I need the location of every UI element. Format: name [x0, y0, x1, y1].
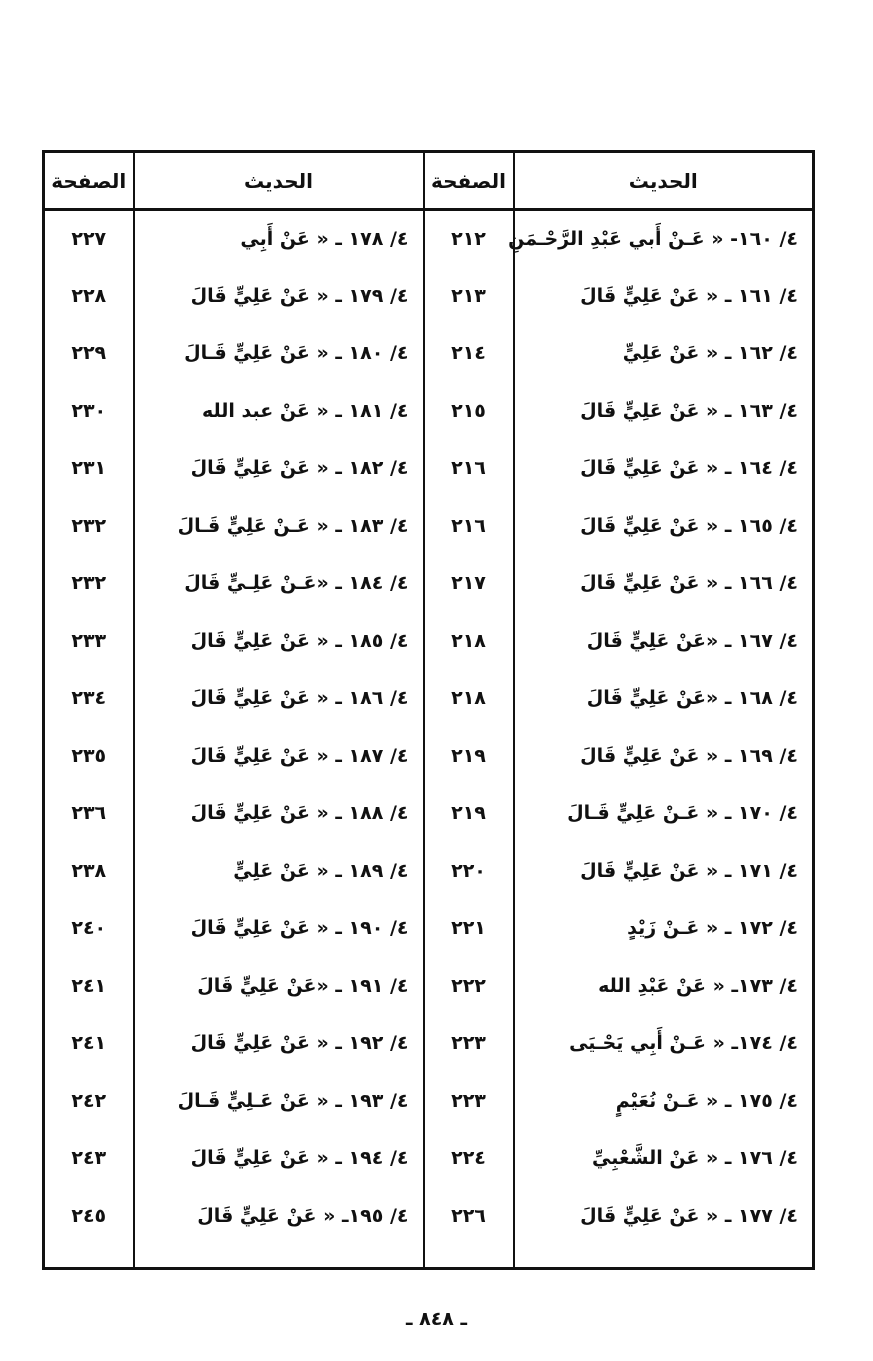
hadith-index-table — [42, 150, 815, 1270]
hadith-cell-right: ٤/ ١٧٣ـ « عَنْ عَبْدِ الله — [514, 957, 814, 1015]
hadith-cell-right: ٤/ ١٦٦ ـ « عَنْ عَلِيٍّ قَالَ — [514, 555, 814, 613]
page-cell-left: ٢٣١ — [44, 440, 134, 498]
table-row — [44, 842, 814, 900]
hadith-cell-right: ٤/ ١٦٠- « عَـنْ أَبي عَبْدِ الرَّحْـمَنِ — [514, 210, 814, 268]
page-cell-left: ٢٤١ — [44, 1015, 134, 1073]
page-cell-left: ٢٣٢ — [44, 497, 134, 555]
page-cell-right: ٢٢٠ — [424, 842, 514, 900]
table-row — [44, 1130, 814, 1188]
page-cell-right: ٢١٦ — [424, 497, 514, 555]
page-cell-left: ٢٤٥ — [44, 1187, 134, 1245]
hadith-cell-left: ٤/ ١٧٨ ـ « عَنْ أَبِي — [134, 210, 424, 268]
header-hadith-left: الحديث — [134, 152, 424, 210]
hadith-cell-left: ٤/ ١٨٩ ـ « عَنْ عَلِيٍّ — [134, 842, 424, 900]
page-cell-right: ٢١٧ — [424, 555, 514, 613]
hadith-cell-right: ٤/ ١٧٧ ـ « عَنْ عَلِيٍّ قَالَ — [514, 1187, 814, 1245]
table-row — [44, 1072, 814, 1130]
page-cell-left: ٢٣٦ — [44, 785, 134, 843]
hadith-cell-left: ٤/ ١٨٠ ـ « عَنْ عَلِيٍّ قَـالَ — [134, 325, 424, 383]
page-cell-left: ٢٣٠ — [44, 382, 134, 440]
hadith-cell-left: ٤/ ١٨٧ ـ « عَنْ عَلِيٍّ قَالَ — [134, 727, 424, 785]
table-row — [44, 440, 814, 498]
hadith-cell-left: ٤/ ١٩٠ ـ « عَنْ عَلِيٍّ قَالَ — [134, 900, 424, 958]
page-cell-left: ٢٣٥ — [44, 727, 134, 785]
page-cell-left: ٢٢٧ — [44, 210, 134, 268]
table-row — [44, 900, 814, 958]
page-cell-right: ٢١٦ — [424, 440, 514, 498]
table-row — [44, 267, 814, 325]
page-cell-left: ٢٤١ — [44, 957, 134, 1015]
page-cell-left: ٢٣٤ — [44, 670, 134, 728]
table-row — [44, 497, 814, 555]
table-row — [44, 785, 814, 843]
page-cell-right: ٢١٨ — [424, 670, 514, 728]
hadith-cell-left: ٤/ ١٩٥ـ « عَنْ عَلِيٍّ قَالَ — [134, 1187, 424, 1245]
hadith-cell-left: ٤/ ١٨٣ ـ « عَـنْ عَلِيٍّ قَـالَ — [134, 497, 424, 555]
hadith-cell-left: ٤/ ١٨٨ ـ « عَنْ عَلِيٍّ قَالَ — [134, 785, 424, 843]
page-cell-left: ٢٤٣ — [44, 1130, 134, 1188]
page-cell-left: ٢٢٩ — [44, 325, 134, 383]
hadith-cell-left: ٤/ ١٩١ ـ «عَنْ عَلِيٍّ قَالَ — [134, 957, 424, 1015]
table-row — [44, 670, 814, 728]
hadith-cell-right: ٤/ ١٦١ ـ « عَنْ عَلِيٍّ قَالَ — [514, 267, 814, 325]
table-row — [44, 1187, 814, 1245]
hadith-cell-right: ٤/ ١٦٨ ـ «عَنْ عَلِيٍّ قَالَ — [514, 670, 814, 728]
page-cell-right: ٢١٩ — [424, 727, 514, 785]
page-cell-left: ٢٣٣ — [44, 612, 134, 670]
header-page-left: الصفحة — [44, 152, 134, 210]
table-filler-row — [44, 1245, 814, 1269]
empty-cell — [134, 1245, 424, 1269]
page-cell-right: ٢٢٤ — [424, 1130, 514, 1188]
page-cell-left: ٢٢٨ — [44, 267, 134, 325]
page-cell-left: ٢٣٨ — [44, 842, 134, 900]
hadith-cell-left: ٤/ ١٨٦ ـ « عَنْ عَلِيٍّ قَالَ — [134, 670, 424, 728]
header-hadith-right: الحديث — [514, 152, 814, 210]
page-number: ـ ٨٤٨ ـ — [405, 1308, 467, 1330]
page-cell-right: ٢١٤ — [424, 325, 514, 383]
hadith-cell-right: ٤/ ١٦٣ ـ « عَنْ عَلِيٍّ قَالَ — [514, 382, 814, 440]
hadith-cell-left: ٤/ ١٨٤ ـ «عَـنْ عَلِـيٍّ قَالَ — [134, 555, 424, 613]
hadith-cell-right: ٤/ ١٧٢ ـ « عَـنْ زَيْدٍ — [514, 900, 814, 958]
empty-cell — [44, 1245, 134, 1269]
hadith-cell-right: ٤/ ١٦٩ ـ « عَنْ عَلِيٍّ قَالَ — [514, 727, 814, 785]
page-cell-right: ٢١٩ — [424, 785, 514, 843]
hadith-cell-right: ٤/ ١٧٥ ـ « عَـنْ نُعَيْمٍ — [514, 1072, 814, 1130]
hadith-cell-right: ٤/ ١٦٢ ـ « عَنْ عَلِيٍّ — [514, 325, 814, 383]
table-row — [44, 210, 814, 268]
page-cell-right: ٢١٢ — [424, 210, 514, 268]
table-row — [44, 727, 814, 785]
table-row — [44, 555, 814, 613]
page-cell-right: ٢٢٣ — [424, 1015, 514, 1073]
empty-cell — [424, 1245, 514, 1269]
hadith-cell-left: ٤/ ١٧٩ ـ « عَنْ عَلِيٍّ قَالَ — [134, 267, 424, 325]
table-row — [44, 325, 814, 383]
table-body — [44, 210, 814, 1269]
hadith-cell-right: ٤/ ١٧١ ـ « عَنْ عَلِيٍّ قَالَ — [514, 842, 814, 900]
hadith-cell-left: ٤/ ١٩٢ ـ « عَنْ عَلِيٍّ قَالَ — [134, 1015, 424, 1073]
hadith-cell-right: ٤/ ١٧٦ ـ « عَنْ الشَّعْبِيِّ — [514, 1130, 814, 1188]
page-cell-left: ٢٤٢ — [44, 1072, 134, 1130]
page-cell-left: ٢٤٠ — [44, 900, 134, 958]
table-row — [44, 382, 814, 440]
hadith-cell-left: ٤/ ١٨٢ ـ « عَنْ عَلِيٍّ قَالَ — [134, 440, 424, 498]
page-cell-left: ٢٣٢ — [44, 555, 134, 613]
page-cell-right: ٢١٥ — [424, 382, 514, 440]
page-cell-right: ٢٢٦ — [424, 1187, 514, 1245]
header-page-right: الصفحة — [424, 152, 514, 210]
table-row — [44, 1015, 814, 1073]
hadith-cell-right: ٤/ ١٦٧ ـ «عَنْ عَلِيٍّ قَالَ — [514, 612, 814, 670]
table-row — [44, 957, 814, 1015]
page-cell-right: ٢٢١ — [424, 900, 514, 958]
page-cell-right: ٢١٨ — [424, 612, 514, 670]
hadith-cell-left: ٤/ ١٨١ ـ « عَنْ عبد الله — [134, 382, 424, 440]
table-row — [44, 612, 814, 670]
hadith-cell-right: ٤/ ١٦٤ ـ « عَنْ عَلِيٍّ قَالَ — [514, 440, 814, 498]
table-header-row — [44, 152, 814, 210]
hadith-cell-left: ٤/ ١٩٤ ـ « عَنْ عَلِيٍّ قَالَ — [134, 1130, 424, 1188]
hadith-cell-left: ٤/ ١٨٥ ـ « عَنْ عَلِيٍّ قَالَ — [134, 612, 424, 670]
page-cell-right: ٢٢٢ — [424, 957, 514, 1015]
page-cell-right: ٢٢٣ — [424, 1072, 514, 1130]
hadith-cell-right: ٤/ ١٧٤ـ « عَـنْ أَبِي يَحْـيَى — [514, 1015, 814, 1073]
page-cell-right: ٢١٣ — [424, 267, 514, 325]
hadith-cell-right: ٤/ ١٦٥ ـ « عَنْ عَلِيٍّ قَالَ — [514, 497, 814, 555]
hadith-cell-right: ٤/ ١٧٠ ـ « عَـنْ عَلِيٍّ قَـالَ — [514, 785, 814, 843]
hadith-cell-left: ٤/ ١٩٣ ـ « عَنْ عَـلِيٍّ قَـالَ — [134, 1072, 424, 1130]
empty-cell — [514, 1245, 814, 1269]
